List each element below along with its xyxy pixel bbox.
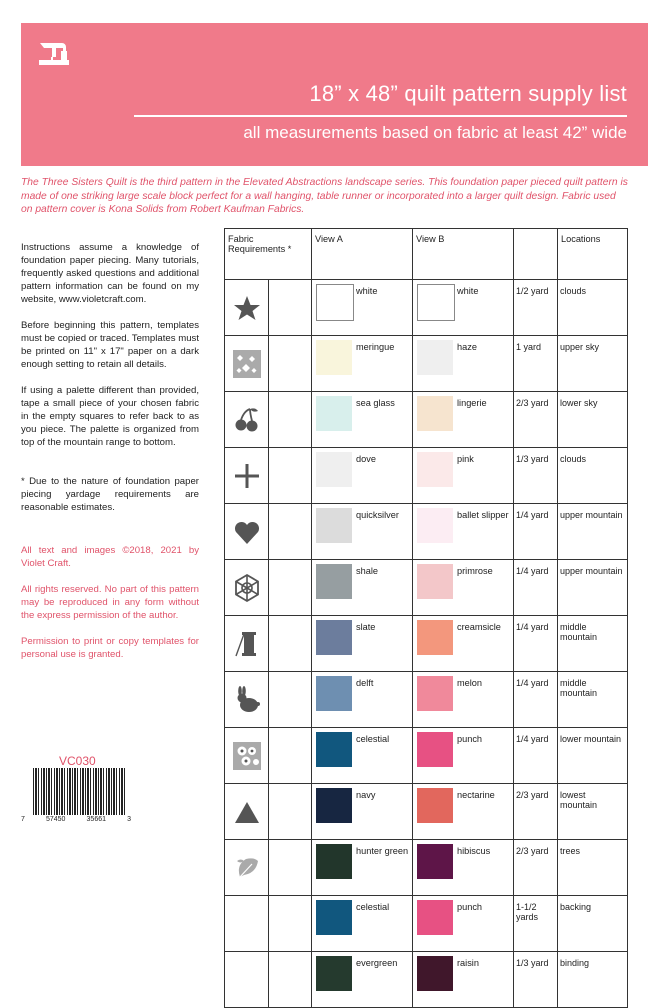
yardage: 1/3 yard [514, 448, 558, 504]
view-a-cell [312, 728, 413, 784]
view-a-fabric-name: hunter green [356, 846, 409, 856]
leaf-icon [232, 853, 262, 883]
view-b-cell [413, 784, 514, 840]
view-b-cell [413, 896, 514, 952]
view-a-fabric-name: dove [356, 454, 376, 464]
location: upper sky [558, 336, 628, 392]
barcode-digit: 7 [21, 816, 25, 823]
location: clouds [558, 280, 628, 336]
view-b-fabric-name: primrose [457, 566, 493, 576]
yardage: 1-1/2 yards [514, 896, 558, 952]
barcode-digits [21, 816, 131, 823]
view-a-cell [312, 784, 413, 840]
view-b-swatch [417, 564, 453, 599]
table-row [225, 840, 628, 896]
view-b-fabric-name: raisin [457, 958, 479, 968]
view-b-cell [413, 392, 514, 448]
view-b-swatch [417, 676, 453, 711]
view-a-fabric-name: evergreen [356, 958, 398, 968]
sample-square [269, 896, 312, 952]
view-a-fabric-name: quicksilver [356, 510, 399, 520]
view-a-cell [312, 448, 413, 504]
view-b-fabric-name: haze [457, 342, 477, 352]
view-b-cell [413, 840, 514, 896]
table-row [225, 336, 628, 392]
sample-square [269, 336, 312, 392]
view-a-cell [312, 336, 413, 392]
fabric-icon-cell [225, 840, 269, 896]
table-row [225, 952, 628, 1008]
view-b-fabric-name: melon [457, 678, 483, 688]
view-b-fabric-name: white [457, 286, 479, 296]
location: clouds [558, 448, 628, 504]
view-a-fabric-name: navy [356, 790, 376, 800]
view-b-swatch [417, 620, 453, 655]
yardage: 1/2 yard [514, 280, 558, 336]
heart-icon [232, 517, 262, 547]
snowflake-icon [232, 349, 262, 379]
spool-icon [232, 629, 262, 659]
yardage: 1 yard [514, 336, 558, 392]
fabric-icon-cell [225, 448, 269, 504]
view-b-fabric-name: ballet slipper [457, 510, 509, 520]
view-a-swatch [316, 732, 352, 767]
fabric-icon-cell [225, 336, 269, 392]
yardage: 1/4 yard [514, 504, 558, 560]
yardage: 1/3 yard [514, 952, 558, 1008]
sidebar-notes [21, 241, 199, 674]
table-row [225, 728, 628, 784]
supply-table [224, 228, 628, 1008]
view-b-swatch [417, 340, 453, 375]
sample-square [269, 560, 312, 616]
barcode-icon [33, 768, 125, 815]
location: lowest mountain [558, 784, 628, 840]
fabric-icon-cell [225, 672, 269, 728]
view-b-swatch [417, 508, 453, 543]
copyright-text: All text and images ©2018, 2021 by Violet Craft. [21, 545, 199, 569]
table-row [225, 280, 628, 336]
view-a-fabric-name: meringue [356, 342, 395, 352]
view-b-swatch [417, 452, 453, 487]
flowers-icon [232, 741, 262, 771]
view-a-swatch [316, 900, 352, 935]
fabric-icon-cell [225, 392, 269, 448]
view-b-swatch [417, 732, 453, 767]
location: upper mountain [558, 560, 628, 616]
view-a-fabric-name: slate [356, 622, 376, 632]
view-b-cell [413, 560, 514, 616]
page-subtitle: all measurements based on fabric at least 42” wide [243, 123, 627, 142]
view-a-fabric-name: celestial [356, 734, 390, 744]
yardage: 2/3 yard [514, 392, 558, 448]
view-a-swatch [316, 844, 352, 879]
view-a-cell [312, 560, 413, 616]
fabric-icon-cell [225, 728, 269, 784]
view-b-cell [413, 672, 514, 728]
view-b-fabric-name: punch [457, 734, 483, 744]
sample-square [269, 504, 312, 560]
view-b-fabric-name: creamsicle [457, 622, 501, 632]
view-a-swatch [316, 620, 352, 655]
fabric-icon-cell [225, 280, 269, 336]
note-paragraph: * Due to the nature of foundation paper piecing yardage requirements are reasonable estimates. [21, 476, 199, 513]
sample-square [269, 952, 312, 1008]
view-a-swatch [316, 452, 352, 487]
location: lower sky [558, 392, 628, 448]
view-a-cell [312, 840, 413, 896]
sewing-machine-icon [37, 39, 71, 69]
view-b-swatch [417, 844, 453, 879]
view-a-fabric-name: delft [356, 678, 374, 688]
fabric-icon-cell [225, 784, 269, 840]
table-row [225, 448, 628, 504]
location: binding [558, 952, 628, 1008]
view-b-cell [413, 336, 514, 392]
header-view-b: View B [413, 229, 514, 280]
location: backing [558, 896, 628, 952]
view-a-cell [312, 616, 413, 672]
location: lower mountain [558, 728, 628, 784]
view-a-cell [312, 952, 413, 1008]
plus-icon [232, 461, 262, 491]
fabric-icon-cell [225, 616, 269, 672]
view-a-swatch [316, 340, 352, 375]
view-b-fabric-name: hibiscus [457, 846, 491, 856]
view-a-fabric-name: white [356, 286, 378, 296]
header-yardage [514, 229, 558, 280]
view-a-cell [312, 672, 413, 728]
view-a-cell [312, 280, 413, 336]
location: upper mountain [558, 504, 628, 560]
sample-square [269, 392, 312, 448]
view-b-cell [413, 280, 514, 336]
note-paragraph: Before beginning this pattern, templates must be copied or traced. Templates must be printed on 11" x 17" paper on a dark enough setting to retain all details. [21, 320, 199, 370]
note-paragraph: If using a palette different than provided, tape a small piece of your chosen fabric in the empty squares to refer back to as you piece. The palette is organized from top of the mountain range to bottom. [21, 385, 199, 448]
location: middle mountain [558, 616, 628, 672]
barcode-digit: 35661 [86, 816, 106, 823]
view-b-fabric-name: lingerie [457, 398, 487, 408]
view-b-fabric-name: pink [457, 454, 474, 464]
table-row [225, 504, 628, 560]
barcode-digit: 3 [127, 816, 131, 823]
fabric-icon-cell [225, 504, 269, 560]
header-view-a: View A [312, 229, 413, 280]
view-b-cell [413, 952, 514, 1008]
header-banner [21, 23, 648, 166]
sample-square [269, 784, 312, 840]
triangle-icon [232, 797, 262, 827]
table-row [225, 784, 628, 840]
sample-square [269, 672, 312, 728]
table-row [225, 392, 628, 448]
intro-text: The Three Sisters Quilt is the third pattern in the Elevated Abstractions landscape series. This foundation paper pieced quilt pattern is made of one striking large scale block perfect for a wall hanging, table runner or incorporated into a larger quilt design. Fabric used on pattern cover is Kona Solids from Robert Kaufman Fabrics. [21, 177, 628, 215]
cherries-icon [232, 405, 262, 435]
view-b-fabric-name: nectarine [457, 790, 495, 800]
view-b-swatch [417, 396, 453, 431]
yardage: 1/4 yard [514, 672, 558, 728]
view-b-cell [413, 448, 514, 504]
view-a-swatch [316, 676, 352, 711]
table-row [225, 616, 628, 672]
view-a-fabric-name: sea glass [356, 398, 395, 408]
page-title: 18” x 48” quilt pattern supply list [309, 81, 627, 106]
location: middle mountain [558, 672, 628, 728]
table-row [225, 560, 628, 616]
view-b-swatch [417, 956, 453, 991]
view-a-cell [312, 392, 413, 448]
view-a-fabric-name: shale [356, 566, 378, 576]
bunny-icon [232, 685, 262, 715]
wheel-icon [232, 573, 262, 603]
view-b-fabric-name: punch [457, 902, 483, 912]
product-code: VC030 [59, 754, 96, 768]
sample-square [269, 280, 312, 336]
view-a-cell [312, 504, 413, 560]
sample-square [269, 728, 312, 784]
location: trees [558, 840, 628, 896]
header-fabric: Fabric Requirements * [225, 229, 312, 280]
view-a-swatch [316, 564, 352, 599]
header-locations: Locations [558, 229, 628, 280]
star-icon [232, 293, 262, 323]
view-b-swatch [417, 900, 453, 935]
sample-square [269, 840, 312, 896]
view-a-swatch [316, 788, 352, 823]
view-a-cell [312, 896, 413, 952]
sample-square [269, 448, 312, 504]
table-row [225, 896, 628, 952]
view-a-fabric-name: celestial [356, 902, 390, 912]
permission-text: Permission to print or copy templates for personal use is granted. [21, 636, 199, 660]
view-b-cell [413, 504, 514, 560]
view-b-swatch [417, 284, 455, 321]
view-b-cell [413, 616, 514, 672]
rights-text: All rights reserved. No part of this pattern may be reproduced in any form without the express permission of the author. [21, 584, 199, 621]
view-a-swatch [316, 956, 352, 991]
table-row [225, 672, 628, 728]
view-b-cell [413, 728, 514, 784]
view-a-swatch [316, 284, 354, 321]
sample-square [269, 616, 312, 672]
yardage: 1/4 yard [514, 560, 558, 616]
yardage: 1/4 yard [514, 616, 558, 672]
fabric-icon-cell [225, 896, 269, 952]
view-b-swatch [417, 788, 453, 823]
yardage: 1/4 yard [514, 728, 558, 784]
fabric-icon-cell [225, 560, 269, 616]
barcode-digit: 57450 [45, 816, 66, 823]
title-divider [134, 115, 627, 117]
fabric-icon-cell [225, 952, 269, 1008]
yardage: 2/3 yard [514, 840, 558, 896]
view-a-swatch [316, 396, 352, 431]
yardage: 2/3 yard [514, 784, 558, 840]
view-a-swatch [316, 508, 352, 543]
note-paragraph: Instructions assume a knowledge of foundation paper piecing. Many tutorials, frequently asked questions and additional pattern information can be found on my website, www.violetcraft.com. [21, 242, 199, 305]
